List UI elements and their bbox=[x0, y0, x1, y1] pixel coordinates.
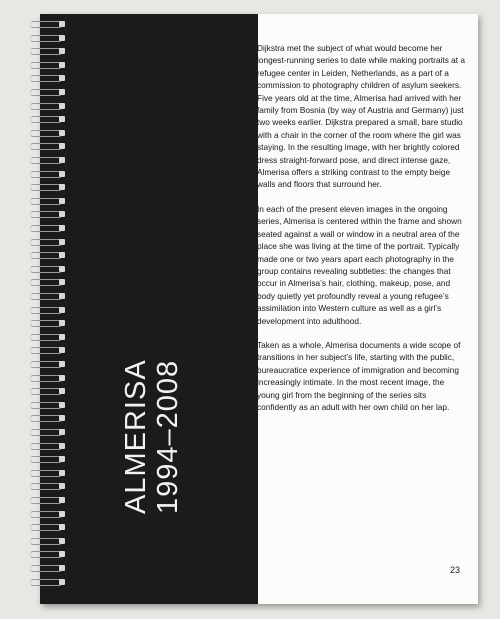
coil-hole bbox=[59, 75, 65, 81]
coil-hole bbox=[59, 538, 65, 544]
coil-hole bbox=[59, 198, 65, 204]
coil-hole bbox=[59, 143, 65, 149]
coil-hole bbox=[59, 347, 65, 353]
binding-coil bbox=[30, 414, 74, 422]
binding-coil bbox=[30, 251, 74, 259]
coil-hole bbox=[59, 103, 65, 109]
coil-hole bbox=[59, 443, 65, 449]
binding-coil bbox=[30, 578, 74, 586]
coil-hole bbox=[59, 456, 65, 462]
coil-loop bbox=[30, 565, 62, 572]
coil-hole bbox=[59, 551, 65, 557]
coil-loop bbox=[30, 375, 62, 382]
binding-coil bbox=[30, 387, 74, 395]
coil-loop bbox=[30, 388, 62, 395]
coil-hole bbox=[59, 429, 65, 435]
binding-coil bbox=[30, 482, 74, 490]
coil-hole bbox=[59, 415, 65, 421]
paragraph: Dijkstra met the subject of what would become her longest-running series to date while making portraits at a refugee center in Leiden, Netherlands, as a part of a commission to photography children of asylum seekers. Five years old at the time, Almerisa had arrived with her family from Bosnia (by way of Austria and Germany) just two weeks earlier. Dijkstra prepared a small, bare studio with a chair in the corner of the room where the girl was staying. In the resulting image, with her brightly colored dress straight-forward pose, and direct intense gaze, Almerisa offers a striking contrast to the empty beige walls and floors that surround her. bbox=[257, 43, 465, 190]
coil-hole bbox=[59, 239, 65, 245]
binding-coil bbox=[30, 224, 74, 232]
coil-loop bbox=[30, 75, 62, 82]
title-years: 1994–2008 bbox=[152, 359, 184, 514]
binding-coil bbox=[30, 265, 74, 273]
coil-hole bbox=[59, 307, 65, 313]
coil-hole bbox=[59, 21, 65, 27]
coil-loop bbox=[30, 415, 62, 422]
binding-coil bbox=[30, 238, 74, 246]
coil-loop bbox=[30, 402, 62, 409]
coil-loop bbox=[30, 239, 62, 246]
coil-hole bbox=[59, 116, 65, 122]
coil-hole bbox=[59, 483, 65, 489]
coil-hole bbox=[59, 35, 65, 41]
coil-loop bbox=[30, 551, 62, 558]
coil-hole bbox=[59, 579, 65, 585]
binding-coil bbox=[30, 34, 74, 42]
binding-coil bbox=[30, 455, 74, 463]
coil-hole bbox=[59, 171, 65, 177]
coil-loop bbox=[30, 320, 62, 327]
coil-loop bbox=[30, 361, 62, 368]
coil-hole bbox=[59, 184, 65, 190]
coil-hole bbox=[59, 62, 65, 68]
coil-hole bbox=[59, 375, 65, 381]
coil-loop bbox=[30, 266, 62, 273]
coil-hole bbox=[59, 334, 65, 340]
coil-loop bbox=[30, 35, 62, 42]
binding-coil bbox=[30, 306, 74, 314]
coil-loop bbox=[30, 171, 62, 178]
coil-hole bbox=[59, 130, 65, 136]
coil-loop bbox=[30, 483, 62, 490]
binding-coil bbox=[30, 115, 74, 123]
coil-hole bbox=[59, 361, 65, 367]
binding-coil bbox=[30, 469, 74, 477]
binding-coil bbox=[30, 47, 74, 55]
binding-coil bbox=[30, 346, 74, 354]
coil-loop bbox=[30, 198, 62, 205]
binding-coil bbox=[30, 88, 74, 96]
coil-loop bbox=[30, 497, 62, 504]
spiral-binding bbox=[30, 20, 74, 600]
binding-coil bbox=[30, 428, 74, 436]
coil-loop bbox=[30, 21, 62, 28]
binding-coil bbox=[30, 278, 74, 286]
binding-coil bbox=[30, 210, 74, 218]
page-number: 23 bbox=[449, 565, 460, 575]
coil-loop bbox=[30, 103, 62, 110]
coil-hole bbox=[59, 252, 65, 258]
binding-coil bbox=[30, 510, 74, 518]
binding-coil bbox=[30, 74, 74, 82]
coil-loop bbox=[30, 62, 62, 69]
coil-loop bbox=[30, 279, 62, 286]
coil-loop bbox=[30, 347, 62, 354]
coil-hole bbox=[59, 497, 65, 503]
coil-hole bbox=[59, 293, 65, 299]
coil-loop bbox=[30, 334, 62, 341]
binding-coil bbox=[30, 197, 74, 205]
binding-coil bbox=[30, 442, 74, 450]
coil-hole bbox=[59, 511, 65, 517]
coil-hole bbox=[59, 48, 65, 54]
coil-hole bbox=[59, 524, 65, 530]
rotated-title bbox=[120, 104, 184, 524]
coil-loop bbox=[30, 130, 62, 137]
binding-coil bbox=[30, 523, 74, 531]
coil-hole bbox=[59, 89, 65, 95]
binding-coil bbox=[30, 360, 74, 368]
coil-hole bbox=[59, 565, 65, 571]
binding-coil bbox=[30, 170, 74, 178]
coil-hole bbox=[59, 388, 65, 394]
coil-hole bbox=[59, 157, 65, 163]
coil-hole bbox=[59, 225, 65, 231]
coil-loop bbox=[30, 143, 62, 150]
binding-coil bbox=[30, 20, 74, 28]
coil-loop bbox=[30, 307, 62, 314]
binding-coil bbox=[30, 142, 74, 150]
binding-coil bbox=[30, 333, 74, 341]
paragraph: Taken as a whole, Almerisa documents a wide scope of transitions in her subject’s life, starting with the public, bureaucratice experience of immigration and becoming increasingly intimate. In the most recent image, the young girl from the beginning of the series sits confidently as an adult with her own child on her lap. bbox=[257, 339, 461, 412]
coil-loop bbox=[30, 293, 62, 300]
coil-loop bbox=[30, 511, 62, 518]
binding-coil bbox=[30, 102, 74, 110]
binding-coil bbox=[30, 496, 74, 504]
coil-hole bbox=[59, 402, 65, 408]
coil-loop bbox=[30, 184, 62, 191]
binding-coil bbox=[30, 564, 74, 572]
coil-hole bbox=[59, 211, 65, 217]
coil-loop bbox=[30, 429, 62, 436]
coil-loop bbox=[30, 157, 62, 164]
binding-coil bbox=[30, 537, 74, 545]
coil-hole bbox=[59, 279, 65, 285]
coil-loop bbox=[30, 225, 62, 232]
coil-hole bbox=[59, 470, 65, 476]
coil-loop bbox=[30, 524, 62, 531]
binding-coil bbox=[30, 292, 74, 300]
coil-loop bbox=[30, 470, 62, 477]
coil-loop bbox=[30, 443, 62, 450]
binding-coil bbox=[30, 183, 74, 191]
paragraph: In each of the present eleven images in the ongoing series, Almerisa is centered within the frame and shown seated against a wall or window in a neutral area of the place she was living at the time of the portrait. Typically made one or two years apart each photography in the group contains revealing subtleties: the changes that occur in Almerisa’s hair, clothing, makeup, pose, and body quietly yet profoundly reveal a young refugee’s assimilation into Western culture as well as a girl’s development into adulthood. bbox=[257, 203, 462, 326]
binding-coil bbox=[30, 319, 74, 327]
coil-hole bbox=[59, 266, 65, 272]
binding-coil bbox=[30, 550, 74, 558]
binding-coil bbox=[30, 129, 74, 137]
binding-coil bbox=[30, 61, 74, 69]
title-name: ALMERISA bbox=[120, 359, 152, 514]
coil-loop bbox=[30, 89, 62, 96]
coil-loop bbox=[30, 252, 62, 259]
coil-loop bbox=[30, 456, 62, 463]
binding-coil bbox=[30, 156, 74, 164]
body-text bbox=[257, 42, 467, 425]
coil-loop bbox=[30, 116, 62, 123]
coil-loop bbox=[30, 211, 62, 218]
coil-loop bbox=[30, 48, 62, 55]
coil-loop bbox=[30, 579, 62, 586]
coil-hole bbox=[59, 320, 65, 326]
binding-coil bbox=[30, 374, 74, 382]
coil-loop bbox=[30, 538, 62, 545]
binding-coil bbox=[30, 401, 74, 409]
